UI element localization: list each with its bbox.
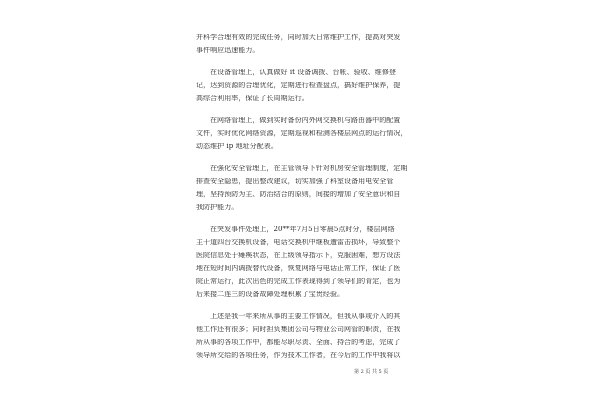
text-line: 文件，实时优化网络资源，定期巡视和检测各楼层网点的运行情况， <box>196 130 408 137</box>
paragraph <box>196 226 412 304</box>
text-line: 医院信息处于瘫痪状态，在上级领导指示下，克服困难，想方设法 <box>196 252 401 259</box>
text-line: 并科学合理有效的完成任务，同时加大日常维护工作，提高对突发 <box>196 34 401 41</box>
text-line: 在设备管理上，认真做好 it 设备调拨、台帐、验收、维修登 <box>210 69 396 76</box>
text-line: 院正常运行，此次出色的完成工作表现得到了领导们的肯定，也为 <box>196 278 401 285</box>
text-line: 在强化安全管理上，在主管领导下针对机房安全管理制度，定期 <box>210 165 408 172</box>
text-line: 理，坚持预防为主、防治结合的原则，间接的增加了安全意识和自 <box>196 191 401 198</box>
text-line: 所从事的各项工作中，都能尽职尽责、全面、持合的考虑，完成了 <box>196 339 401 346</box>
paragraph <box>196 165 412 217</box>
text-line: 他工作还有很多；同时担负集团公司与物业公司网管的职责，在我 <box>196 326 401 333</box>
text-line: 在网络管理上，做到实时备份内外网交换机与路由器中的配置 <box>210 117 401 124</box>
paragraph <box>196 313 412 365</box>
text-line: 记，达到资源的合理优化，定期进行检查盘点，搞好维护保养，提 <box>196 82 401 89</box>
text-line: 后来接二连三的设备故障处理积累了宝贵经验。 <box>196 291 345 298</box>
text-line: 我防护能力。 <box>196 204 239 211</box>
text-line: 主干道四台交换机设备，电话交换机中继板遭雷击损坏，导致整个 <box>196 239 401 246</box>
text-line: 在突发事件处理上，20**年7月5日零晨5点时分，楼层网络 <box>210 226 395 233</box>
body-text <box>196 34 412 365</box>
text-line: 领导所交给的各项任务，作为技术工作者，在今后的工作中我将以 <box>196 352 401 359</box>
text-line: 上述是我一年来所从事的主要工作情况，但我从事或介入的其 <box>210 313 401 320</box>
text-line: 地在短时间内调拨替代设备，恢复网络与电话正常工作，保证了医 <box>196 265 401 272</box>
paragraph <box>196 69 412 108</box>
text-line: 排查安全隐患，提出整改建议，切实加强了科室设备用电安全管 <box>196 178 394 185</box>
text-line: 事件响应迅速能力。 <box>196 47 260 54</box>
text-line: 高综合利用率，保证了长周期运行。 <box>196 95 309 102</box>
text-line: 动态维护 ip 地址分配表。 <box>196 143 278 150</box>
paragraph <box>196 117 412 156</box>
paragraph <box>196 34 412 60</box>
page-number: 第 2 页 共 5 页 <box>354 369 389 375</box>
